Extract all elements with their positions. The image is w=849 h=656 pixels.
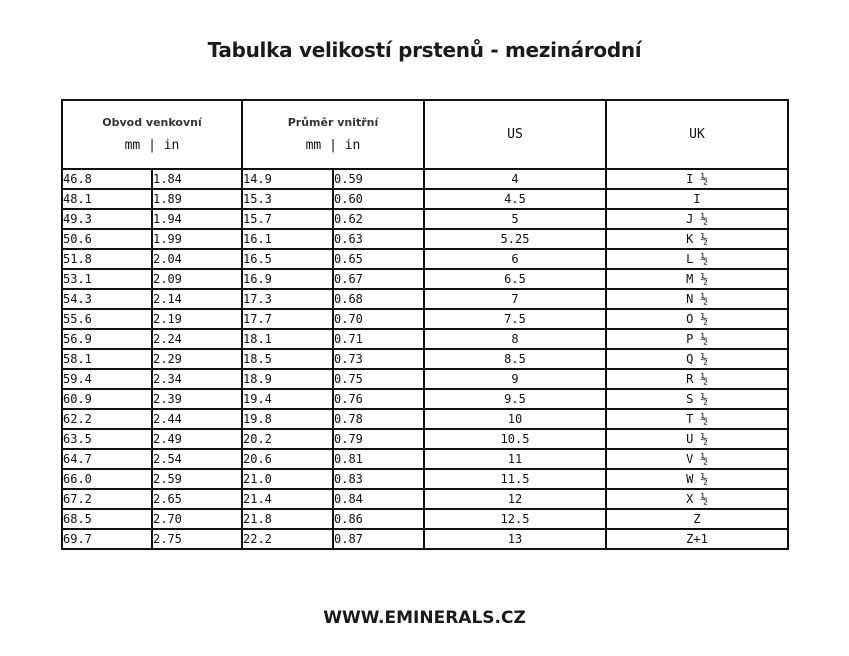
outer-mm-cell: 66.0 (62, 469, 152, 489)
inner-mm-cell: 21.4 (242, 489, 333, 509)
us-size-cell: 6 (424, 249, 606, 269)
outer-mm-cell: 60.9 (62, 389, 152, 409)
inner-mm-cell: 16.1 (242, 229, 333, 249)
header-inner-diameter (242, 100, 424, 169)
inner-in-cell: 0.67 (333, 269, 424, 289)
inner-mm-cell: 22.2 (242, 529, 333, 549)
inner-in-cell: 0.86 (333, 509, 424, 529)
uk-size-cell: K ½ (606, 229, 788, 249)
us-size-cell: 8 (424, 329, 606, 349)
outer-in-cell: 2.34 (152, 369, 242, 389)
outer-mm-cell: 62.2 (62, 409, 152, 429)
uk-size-cell: P ½ (606, 329, 788, 349)
inner-in-cell: 0.83 (333, 469, 424, 489)
inner-in-cell: 0.79 (333, 429, 424, 449)
outer-in-cell: 1.94 (152, 209, 242, 229)
outer-in-cell: 2.14 (152, 289, 242, 309)
inner-in-cell: 0.70 (333, 309, 424, 329)
table-body (62, 169, 788, 549)
header-uk: UK (606, 100, 788, 169)
outer-mm-cell: 49.3 (62, 209, 152, 229)
uk-size-cell: N ½ (606, 289, 788, 309)
outer-in-cell: 1.89 (152, 189, 242, 209)
outer-in-cell: 2.70 (152, 509, 242, 529)
inner-in-cell: 0.76 (333, 389, 424, 409)
outer-in-cell: 2.44 (152, 409, 242, 429)
website-url: WWW.EMINERALS.CZ (323, 608, 526, 628)
outer-in-cell: 2.29 (152, 349, 242, 369)
uk-size-cell: J ½ (606, 209, 788, 229)
outer-mm-cell: 69.7 (62, 529, 152, 549)
uk-size-cell: U ½ (606, 429, 788, 449)
outer-mm-cell: 63.5 (62, 429, 152, 449)
uk-size-cell: O ½ (606, 309, 788, 329)
outer-mm-cell: 67.2 (62, 489, 152, 509)
outer-in-cell: 2.39 (152, 389, 242, 409)
uk-size-cell: S ½ (606, 389, 788, 409)
inner-mm-cell: 20.2 (242, 429, 333, 449)
uk-size-cell: Q ½ (606, 349, 788, 369)
page-title: Tabulka velikostí prstenů - mezinárodní (207, 38, 642, 62)
table-row (62, 309, 788, 329)
us-size-cell: 7 (424, 289, 606, 309)
header-outer-circumference (62, 100, 242, 169)
outer-in-cell: 2.24 (152, 329, 242, 349)
outer-mm-cell: 59.4 (62, 369, 152, 389)
inner-in-cell: 0.81 (333, 449, 424, 469)
uk-size-cell: Z+1 (606, 529, 788, 549)
inner-mm-cell: 20.6 (242, 449, 333, 469)
inner-in-cell: 0.63 (333, 229, 424, 249)
inner-mm-cell: 18.1 (242, 329, 333, 349)
inner-in-cell: 0.68 (333, 289, 424, 309)
table-row (62, 409, 788, 429)
inner-mm-cell: 15.3 (242, 189, 333, 209)
outer-in-cell: 2.65 (152, 489, 242, 509)
inner-mm-cell: 19.4 (242, 389, 333, 409)
outer-in-cell: 2.09 (152, 269, 242, 289)
outer-in-cell: 2.04 (152, 249, 242, 269)
inner-mm-cell: 18.5 (242, 349, 333, 369)
inner-in-cell: 0.87 (333, 529, 424, 549)
outer-mm-cell: 46.8 (62, 169, 152, 189)
header-row (62, 100, 788, 169)
uk-size-cell: Z (606, 509, 788, 529)
outer-mm-cell: 55.6 (62, 309, 152, 329)
outer-mm-cell: 48.1 (62, 189, 152, 209)
table-row (62, 429, 788, 449)
header-us: US (424, 100, 606, 169)
us-size-cell: 10.5 (424, 429, 606, 449)
us-size-cell: 8.5 (424, 349, 606, 369)
outer-mm-cell: 58.1 (62, 349, 152, 369)
us-size-cell: 11.5 (424, 469, 606, 489)
us-size-cell: 12.5 (424, 509, 606, 529)
uk-size-cell: L ½ (606, 249, 788, 269)
uk-size-cell: V ½ (606, 449, 788, 469)
us-size-cell: 12 (424, 489, 606, 509)
inner-mm-cell: 16.5 (242, 249, 333, 269)
outer-mm-cell: 54.3 (62, 289, 152, 309)
table-row (62, 489, 788, 509)
us-size-cell: 9.5 (424, 389, 606, 409)
outer-in-cell: 2.75 (152, 529, 242, 549)
inner-mm-cell: 19.8 (242, 409, 333, 429)
uk-size-cell: I ½ (606, 169, 788, 189)
us-size-cell: 5 (424, 209, 606, 229)
uk-size-cell: R ½ (606, 369, 788, 389)
us-size-cell: 9 (424, 369, 606, 389)
inner-mm-cell: 17.7 (242, 309, 333, 329)
table-row (62, 369, 788, 389)
table-row (62, 229, 788, 249)
table-row (62, 349, 788, 369)
uk-size-cell: X ½ (606, 489, 788, 509)
header-inner-units: mm | in (305, 138, 361, 153)
us-size-cell: 6.5 (424, 269, 606, 289)
table-row (62, 449, 788, 469)
inner-mm-cell: 21.8 (242, 509, 333, 529)
outer-mm-cell: 64.7 (62, 449, 152, 469)
inner-mm-cell: 16.9 (242, 269, 333, 289)
uk-size-cell: W ½ (606, 469, 788, 489)
us-size-cell: 10 (424, 409, 606, 429)
inner-in-cell: 0.60 (333, 189, 424, 209)
us-size-cell: 5.25 (424, 229, 606, 249)
inner-mm-cell: 17.3 (242, 289, 333, 309)
uk-size-cell: I (606, 189, 788, 209)
table-row (62, 289, 788, 309)
table-row (62, 529, 788, 549)
outer-mm-cell: 53.1 (62, 269, 152, 289)
inner-in-cell: 0.62 (333, 209, 424, 229)
inner-in-cell: 0.65 (333, 249, 424, 269)
uk-size-cell: T ½ (606, 409, 788, 429)
table-row (62, 209, 788, 229)
outer-mm-cell: 56.9 (62, 329, 152, 349)
outer-in-cell: 2.59 (152, 469, 242, 489)
us-size-cell: 13 (424, 529, 606, 549)
inner-mm-cell: 18.9 (242, 369, 333, 389)
inner-in-cell: 0.59 (333, 169, 424, 189)
uk-size-cell: M ½ (606, 269, 788, 289)
header-outer-label: Obvod venkovní (102, 116, 202, 129)
table-row (62, 249, 788, 269)
us-size-cell: 4 (424, 169, 606, 189)
us-size-cell: 4.5 (424, 189, 606, 209)
outer-in-cell: 1.99 (152, 229, 242, 249)
table-row (62, 389, 788, 409)
outer-in-cell: 2.49 (152, 429, 242, 449)
table-row (62, 509, 788, 529)
us-size-cell: 11 (424, 449, 606, 469)
outer-mm-cell: 50.6 (62, 229, 152, 249)
table-row (62, 329, 788, 349)
header-inner-label: Průměr vnitřní (287, 116, 379, 129)
table-row (62, 269, 788, 289)
table-row (62, 189, 788, 209)
us-size-cell: 7.5 (424, 309, 606, 329)
outer-in-cell: 2.54 (152, 449, 242, 469)
table-row (62, 469, 788, 489)
inner-mm-cell: 21.0 (242, 469, 333, 489)
outer-in-cell: 2.19 (152, 309, 242, 329)
inner-in-cell: 0.75 (333, 369, 424, 389)
inner-in-cell: 0.71 (333, 329, 424, 349)
inner-in-cell: 0.73 (333, 349, 424, 369)
inner-mm-cell: 14.9 (242, 169, 333, 189)
header-outer-units: mm | in (124, 138, 180, 153)
inner-in-cell: 0.84 (333, 489, 424, 509)
outer-mm-cell: 51.8 (62, 249, 152, 269)
outer-in-cell: 1.84 (152, 169, 242, 189)
inner-mm-cell: 15.7 (242, 209, 333, 229)
outer-mm-cell: 68.5 (62, 509, 152, 529)
ring-size-table (61, 99, 789, 550)
inner-in-cell: 0.78 (333, 409, 424, 429)
table-row (62, 169, 788, 189)
